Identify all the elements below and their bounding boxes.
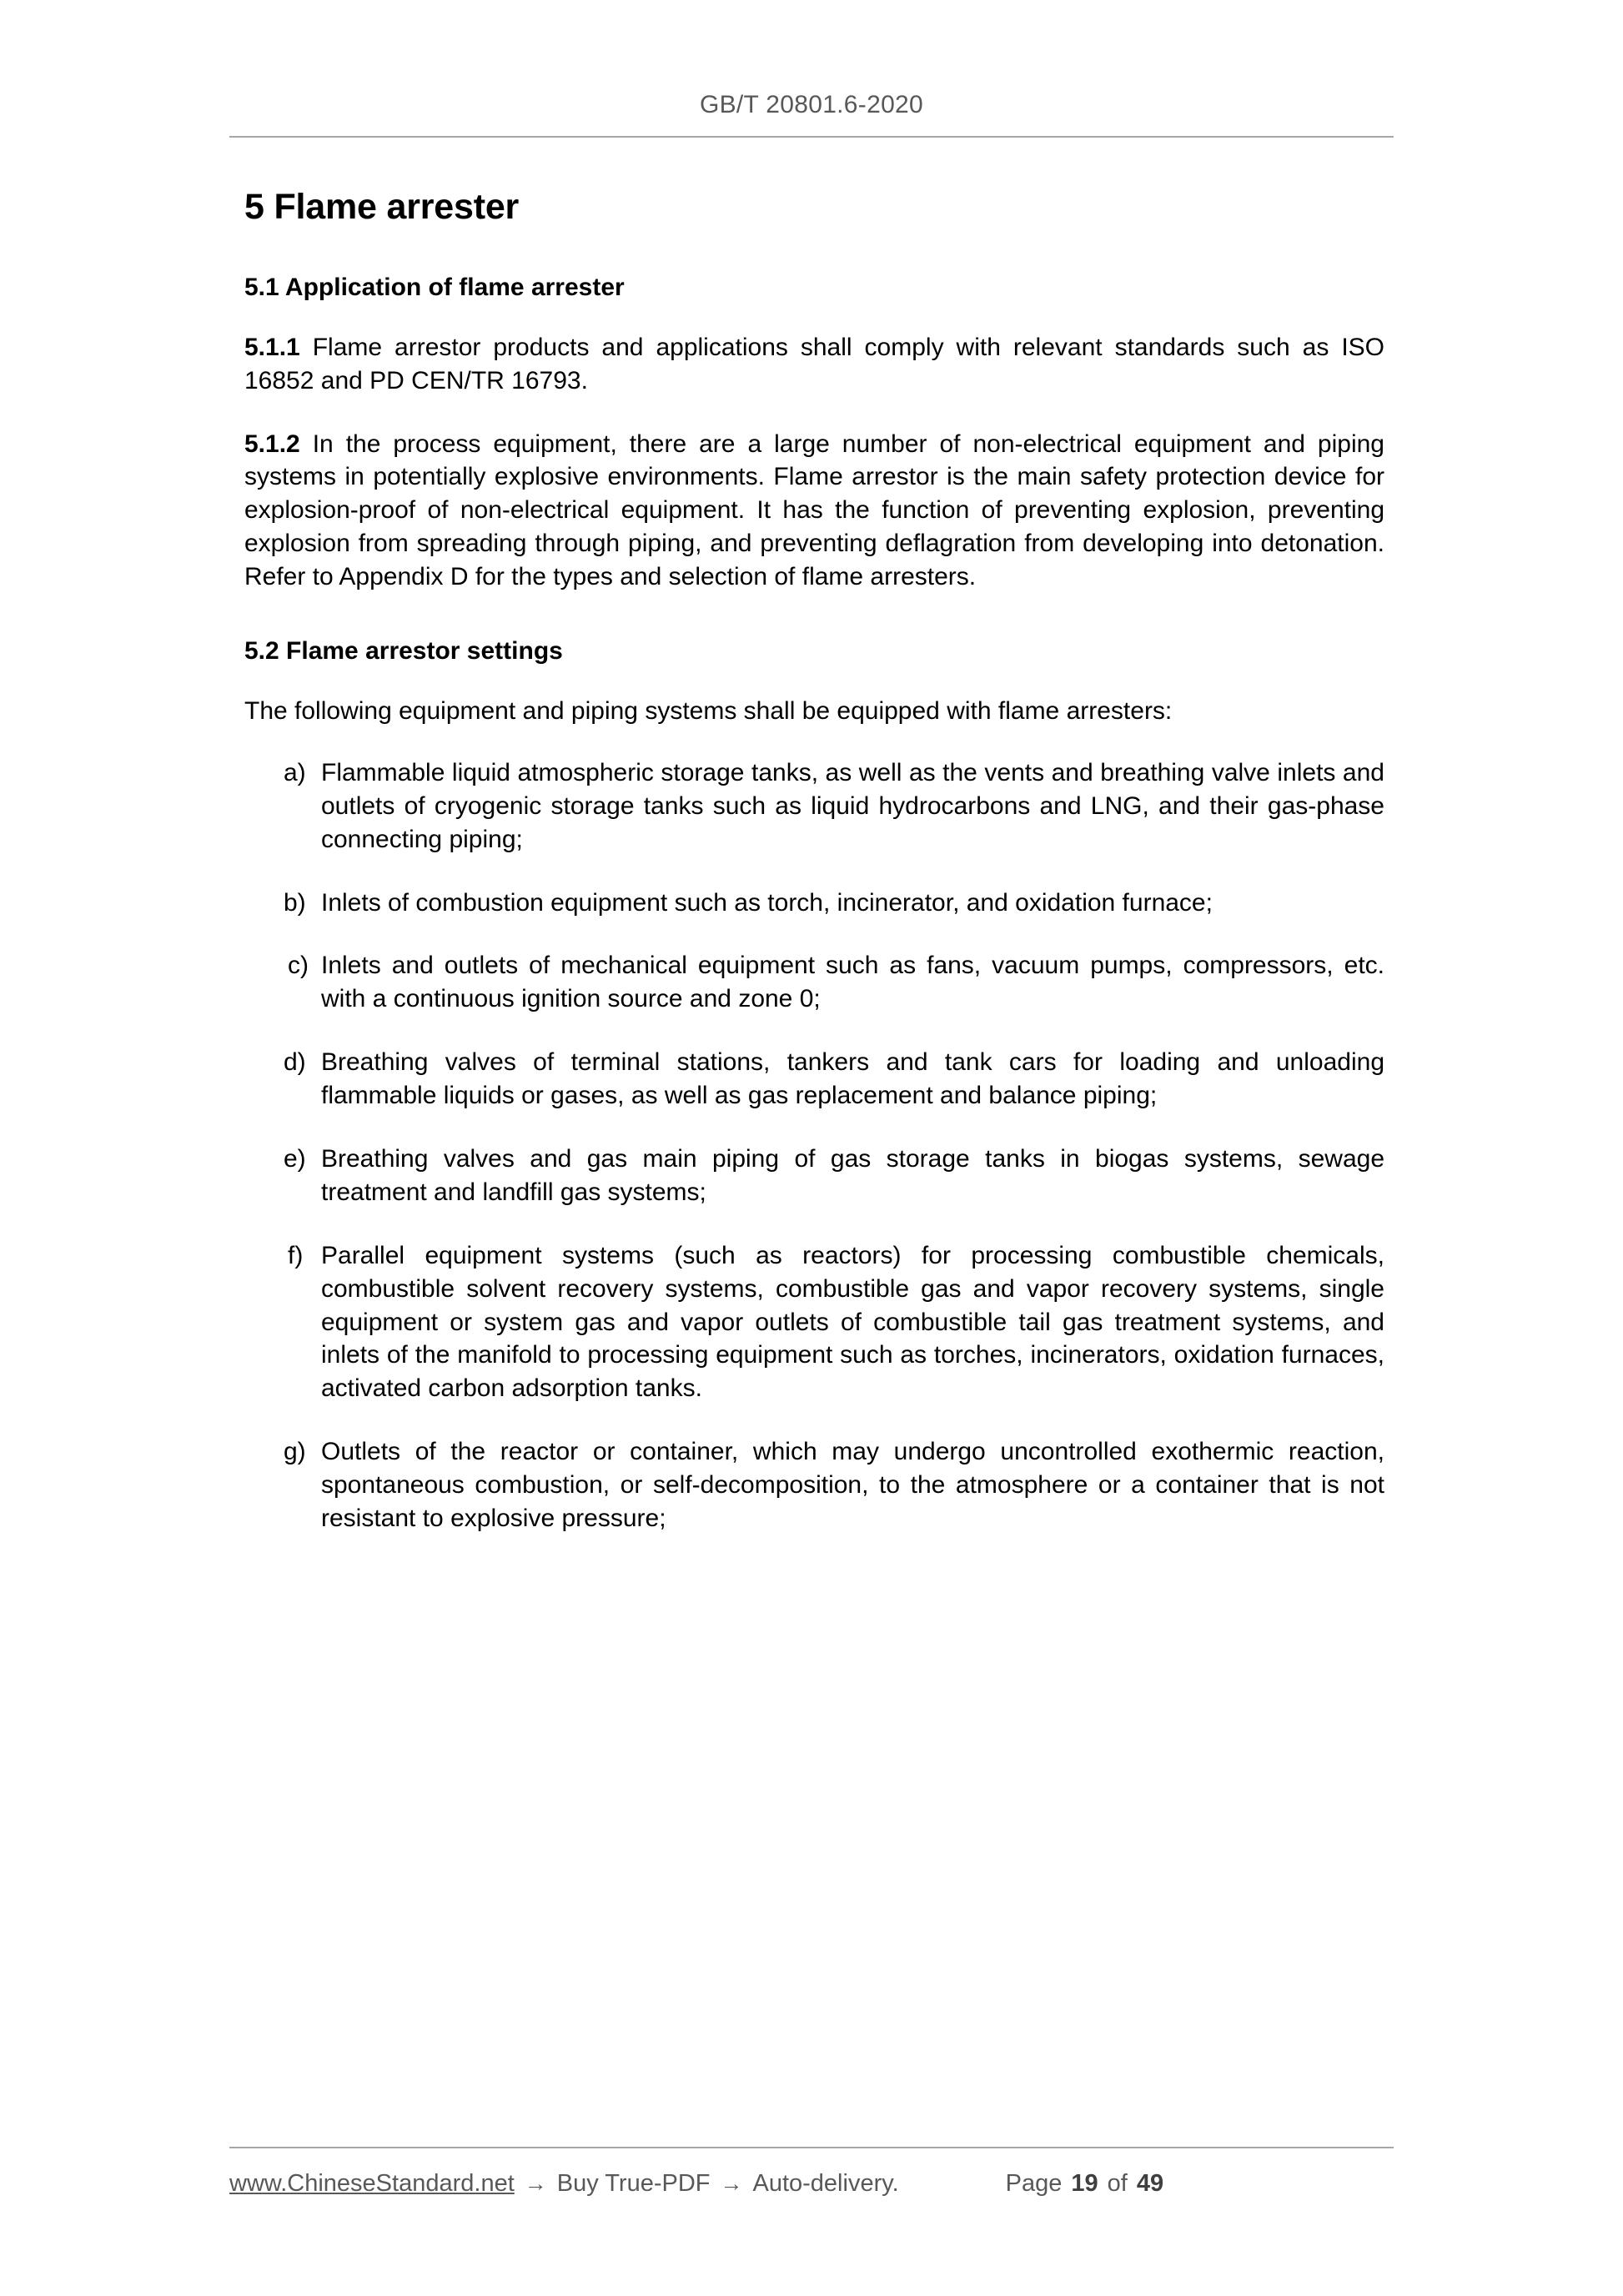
list-item-marker: b) — [284, 888, 306, 917]
list-item-text: Breathing valves and gas main piping of gas storage tanks in biogas systems, sewage treatment and landfill gas systems; — [321, 1145, 1384, 1206]
subsection-title-5-2: 5.2 Flame arrestor settings — [244, 636, 563, 665]
footer-divider — [229, 2147, 1394, 2148]
list-item — [244, 887, 1384, 920]
list-item-marker: d) — [284, 1048, 306, 1077]
list-item-text: Parallel equipment systems (such as reactors) for processing combustible chemicals, combustible solvent recovery systems, combustible gas and vapor recovery systems, single equipment or system gas and vapor outlets of combustible tail gas treatment systems, and inlets of the manifold to processing equipment such as torches, incinerators, oxidation furnaces, activated carbon adsorption tanks. — [321, 1241, 1384, 1403]
list-item-text: Flammable liquid atmospheric storage tanks, as well as the vents and breathing valve inlets and outlets of cryogenic storage tanks such as liquid hydrocarbons and LNG, and their gas-phase connecting piping; — [321, 758, 1384, 853]
list-item — [244, 1046, 1384, 1113]
clause-5-1-2 — [244, 428, 1384, 594]
footer-content — [229, 2170, 1394, 2198]
clause-5-1-1-text: Flame arrestor products and applications shall comply with relevant standards such as ISO 16852 and PD CEN/TR 16793. — [244, 333, 1384, 394]
chinesestandard-link[interactable]: www.ChineseStandard.net — [229, 2170, 515, 2197]
of-label: of — [1107, 2170, 1128, 2197]
page-footer — [229, 2147, 1394, 2198]
clause-5-1-1 — [244, 331, 1384, 398]
subsection-title-5-1: 5.1 Application of flame arrester — [244, 273, 625, 301]
list-item — [244, 1239, 1384, 1405]
list-item-text: Inlets of combustion equipment such as torch, incinerator, and oxidation furnace; — [321, 888, 1213, 917]
list-item-marker: g) — [284, 1438, 306, 1466]
document-content — [244, 185, 1384, 1535]
page-label: Page — [1005, 2170, 1063, 2197]
header-divider — [229, 136, 1394, 138]
standard-code-header: GB/T 20801.6-2020 — [699, 91, 924, 118]
auto-delivery-label: Auto-delivery. — [752, 2170, 899, 2197]
right-arrow-icon: → — [720, 2171, 743, 2196]
section-title: 5 Flame arrester — [244, 187, 520, 227]
list-item-text: Inlets and outlets of mechanical equipment such as fans, vacuum pumps, compressors, etc. with a continuous ignition source and zone 0; — [321, 952, 1384, 1013]
list-item — [244, 756, 1384, 857]
footer-promo — [229, 2170, 899, 2198]
clause-5-1-1-number: 5.1.1 — [244, 333, 300, 361]
flame-arrester-requirements-list — [244, 756, 1384, 1535]
clause-5-1-2-number: 5.1.2 — [244, 430, 300, 458]
list-item-marker: a) — [284, 758, 306, 786]
current-page-number: 19 — [1071, 2170, 1098, 2197]
list-item — [244, 1143, 1384, 1209]
list-item-text: Breathing valves of terminal stations, tankers and tank cars for loading and unloading flammable liquids or gases, as well as gas replacement and balance piping; — [321, 1048, 1384, 1110]
list-item-marker: e) — [284, 1145, 306, 1173]
list-item-text: Outlets of the reactor or container, which may undergo uncontrolled exothermic reaction, spontaneous combustion, or self-decomposition, to the atmosphere or a container that is not resistant to explosive pressure; — [321, 1438, 1384, 1533]
page-indicator — [1006, 2170, 1163, 2198]
list-item — [244, 1435, 1384, 1535]
clause-5-1-2-text: In the process equipment, there are a large number of non-electrical equipment and piping systems in potentially explosive environments. Flame arrestor is the main safety protection device for explosion-proof of non-electrical equipment. It has the function of preventing explosion, preventing explosion from spreading through piping, and preventing deflagration from developing into detonation. Refer to Appendix D for the types and selection of flame arresters. — [244, 430, 1384, 591]
list-item-marker: c) — [288, 952, 309, 980]
list-item-marker: f) — [288, 1241, 304, 1269]
list-intro-paragraph: The following equipment and piping systems shall be equipped with flame arresters: — [244, 696, 1173, 725]
buy-true-pdf-label: Buy True-PDF — [556, 2170, 711, 2197]
total-page-count: 49 — [1136, 2170, 1164, 2197]
right-arrow-icon: → — [524, 2171, 547, 2196]
page-header — [229, 90, 1394, 138]
list-item — [244, 949, 1384, 1016]
